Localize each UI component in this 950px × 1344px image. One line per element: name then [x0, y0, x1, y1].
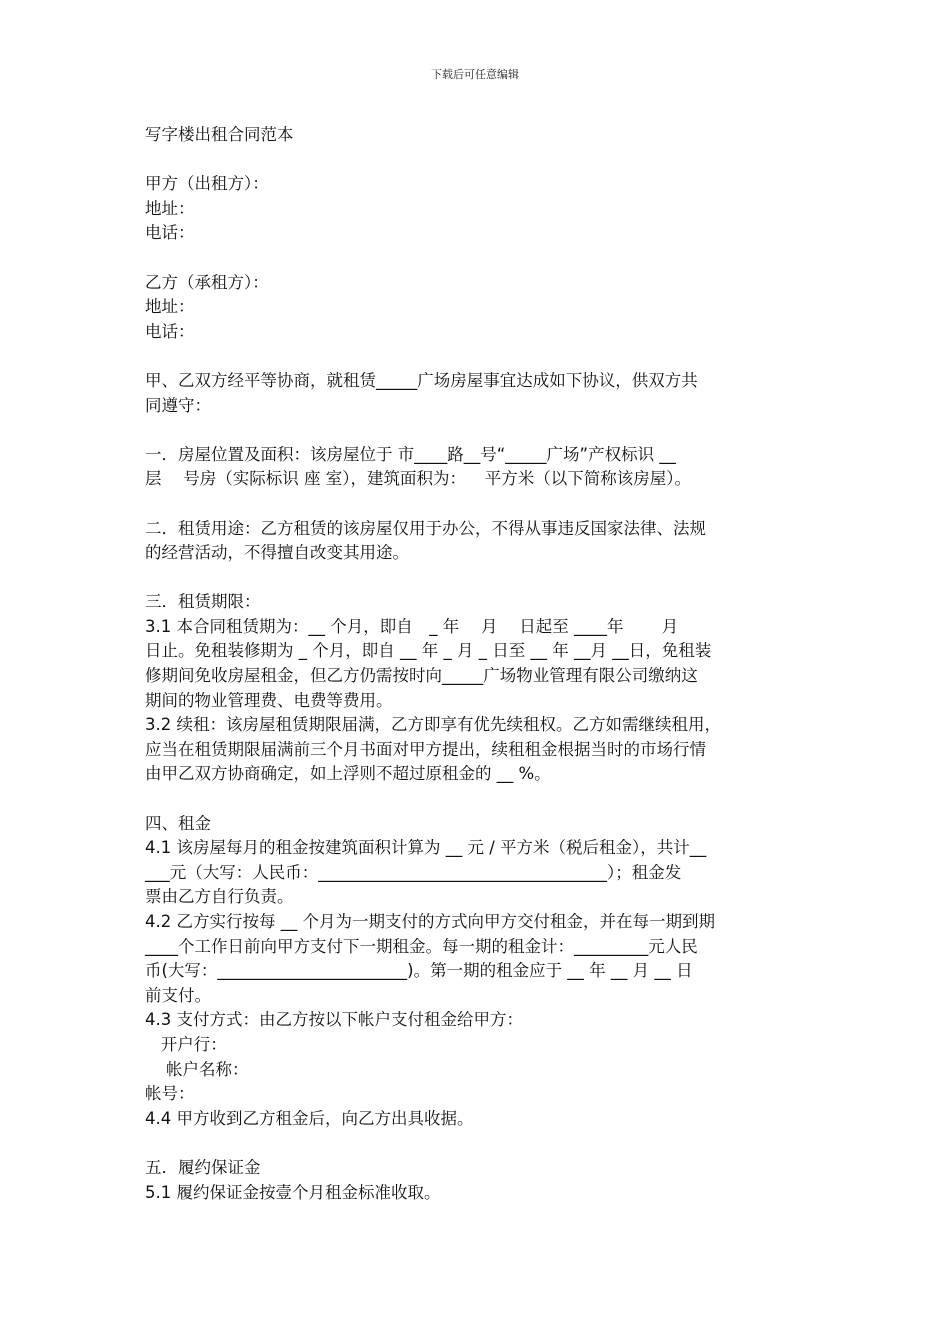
section-2-line: 二．租赁用途：乙方租赁的该房屋仅用于办公，不得从事违反国家法律、法规 — [145, 518, 706, 538]
section-3-heading: 三．租赁期限： — [145, 592, 261, 612]
section-3-line: 日止。免租装修期为 _ 个月，即自 __ 年 _ 月 _ 日至 __ 年 __月 __日，免租装 — [145, 641, 712, 661]
section-4-line: ____个工作日前向甲方支付下一期租金。每一期的租金计：_________元人民 — [145, 936, 698, 956]
party-b-phone: 电话： — [145, 321, 195, 341]
section-3-line: 期间的物业管理费、电费等费用。 — [145, 690, 393, 710]
section-3-term — [145, 590, 810, 787]
section-3-line: 由甲乙双方协商确定，如上浮则不超过原租金的 __ %。 — [145, 764, 551, 784]
bank-name-line: 开户行： — [145, 1034, 227, 1054]
section-5-heading: 五．履约保证金 — [145, 1157, 261, 1177]
section-4-rent — [145, 812, 810, 1132]
party-b-address: 地址： — [145, 297, 195, 317]
section-2-line: 的经营活动，不得擅自改变其用途。 — [145, 543, 409, 563]
section-1-line: 层 号房（实际标识 座 室），建筑面积为： 平方米（以下简称该房屋）。 — [145, 469, 691, 489]
party-a-phone: 电话： — [145, 223, 195, 243]
section-4-line: 4.3 支付方式：由乙方按以下帐户支付租金给甲方： — [145, 1010, 523, 1030]
section-5-line: 5.1 履约保证金按壹个月租金标准收取。 — [145, 1182, 441, 1202]
section-2-usage — [145, 517, 810, 566]
header-note: 下载后可任意编辑 — [431, 68, 519, 81]
section-5-deposit — [145, 1156, 810, 1205]
party-a-block — [145, 172, 810, 246]
preamble-line: 同遵守： — [145, 395, 211, 415]
section-1-line: 一．房屋位置及面积：该房屋位于 市____路__号“_____广场”产权标识 __ — [145, 444, 676, 464]
document-title: 写字楼出租合同范本 — [145, 125, 294, 144]
section-4-line: 4.1 该房屋每月的租金按建筑面积计算为 __ 元 / 平方米（税后租金），共计__ — [145, 838, 707, 858]
party-a-label: 甲方（出租方）： — [145, 174, 269, 194]
section-3-line: 应当在租赁期限届满前三个月书面对甲方提出，续租租金根据当时的市场行情 — [145, 739, 706, 759]
account-name-line: 帐户名称： — [145, 1059, 249, 1079]
section-4-line: 4.4 甲方收到乙方租金后，向乙方出具收据。 — [145, 1108, 474, 1128]
party-b-label: 乙方（承租方）： — [145, 272, 269, 292]
preamble-line: 甲、乙双方经平等协商，就租赁_____广场房屋事宜达成如下协议，供双方共 — [145, 370, 698, 390]
section-3-line: 修期间免收房屋租金，但乙方仍需按时向_____广场物业管理有限公司缴纳这 — [145, 666, 698, 686]
account-number-line: 帐号： — [145, 1084, 195, 1104]
section-4-heading: 四、租金 — [145, 813, 211, 833]
section-4-line: 前支付。 — [145, 985, 211, 1005]
contract-document — [145, 123, 810, 1205]
party-a-address: 地址： — [145, 198, 195, 218]
section-4-line: ___元（大写：人民币：___________________________________）；租金发 — [145, 862, 682, 882]
party-b-block — [145, 271, 810, 345]
section-3-line: 3.1 本合同租赁期为：__ 个月，即自 _ 年 月 日起至 ____年 月 — [145, 616, 679, 636]
section-4-line: 4.2 乙方实行按每 __ 个月为一期支付的方式向甲方交付租金，并在每一期到期 — [145, 912, 715, 931]
preamble — [145, 369, 810, 418]
section-3-line: 3.2 续租：该房屋租赁期限届满，乙方即享有优先续租权。乙方如需继续租用， — [145, 715, 721, 735]
section-1-location — [145, 443, 810, 492]
section-4-line: 票由乙方自行负责。 — [145, 887, 294, 907]
section-4-line: 币(大写：_______________________)。第一期的租金应于 __ 年 __ 月 __ 日 — [145, 961, 693, 981]
